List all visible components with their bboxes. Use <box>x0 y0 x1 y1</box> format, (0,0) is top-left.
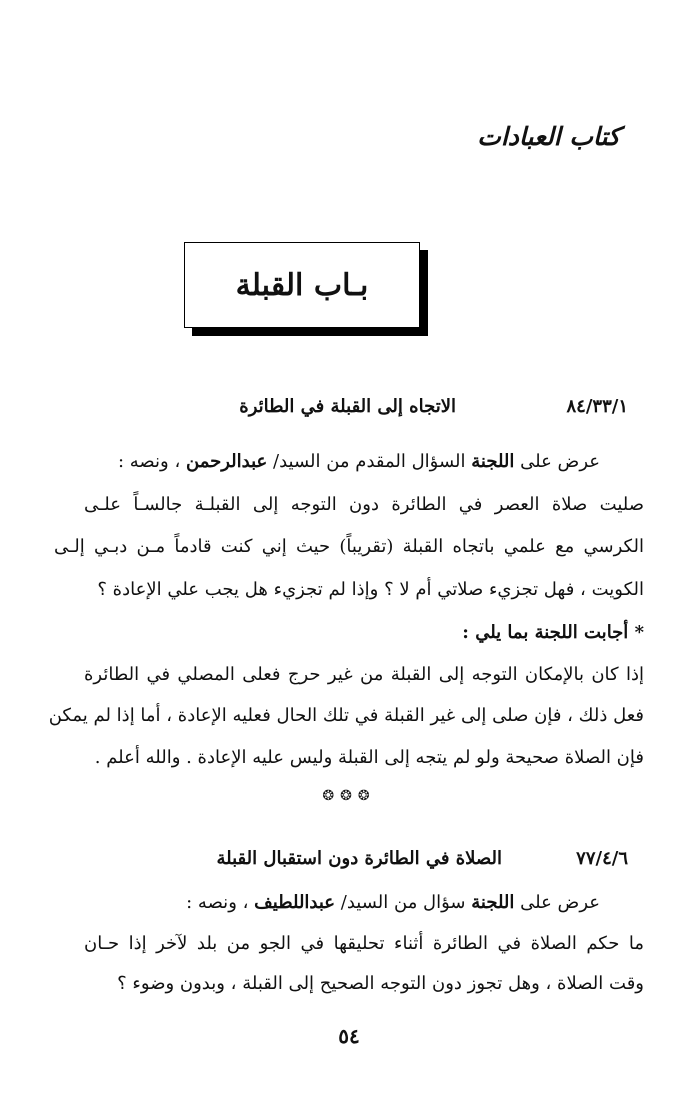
committee-name: اللجنة <box>471 451 515 472</box>
fatwa-heading: الاتجاه إلى القبلة في الطائرة <box>239 396 456 417</box>
intro-text: سؤال من السيد/ <box>335 892 472 913</box>
page-number: ٥٤ <box>338 1024 360 1048</box>
question-line: الكويت ، فهل تجزيء صلاتي أم لا ؟ وإذا لم تجزيء هل يجب علي الإعادة ؟ <box>97 579 644 600</box>
question-line: وقت الصلاة ، وهل تجوز دون التوجه الصحيح إلى القبلة ، وبدون وضوء ؟ <box>117 973 644 994</box>
asker-name: عبداللطيف <box>254 892 336 913</box>
fatwa-heading: الصلاة في الطائرة دون استقبال القبلة <box>216 848 502 869</box>
answer-line: فإن الصلاة صحيحة ولو لم يتجه إلى القبلة وليس عليه الإعادة . والله أعلم . <box>94 747 644 768</box>
answer-line: فعل ذلك ، فإن صلى إلى غير القبلة في تلك الحال فعليه الإعادة ، أما إذا لم يمكن <box>48 705 644 726</box>
fatwa-reference: ٧٧/٤/٦ <box>576 848 628 869</box>
chapter-title: بـاب القبلة <box>235 267 369 303</box>
fatwa-intro <box>80 441 600 483</box>
answer-line: إذا كان بالإمكان التوجه إلى القبلة من غير حرج فعلى المصلي في الطائرة <box>84 664 644 685</box>
answer-heading: * أجابت اللجنة بما يلي : <box>462 622 644 643</box>
fatwa-reference: ٨٤/٣٣/١ <box>566 396 628 417</box>
asker-name: عبدالرحمن <box>186 451 268 472</box>
question-line: صليت صلاة العصر في الطائرة دون التوجه إلى القبلـة جالسـاً علـى <box>84 494 644 515</box>
intro-text: ، ونصه : <box>118 451 187 472</box>
intro-text: ، ونصه : <box>186 892 255 913</box>
committee-name: اللجنة <box>471 892 515 913</box>
question-line: ما حكم الصلاة في الطائرة أثناء تحليقها في الجو من بلد لآخر إذا حـان <box>84 933 644 954</box>
intro-text: عرض على <box>514 451 600 472</box>
intro-text: السؤال المقدم من السيد/ <box>267 451 472 472</box>
section-separator: ❂❂❂ <box>322 788 376 804</box>
question-line: الكرسي مع علمي باتجاه القبلة (تقريباً) حيث إني كنت قادماً مـن دبـي إلـى <box>54 536 644 557</box>
intro-text: عرض على <box>514 892 600 913</box>
book-title: كتاب العبادات <box>477 122 620 151</box>
chapter-box <box>184 242 420 328</box>
fatwa-intro <box>80 882 600 924</box>
